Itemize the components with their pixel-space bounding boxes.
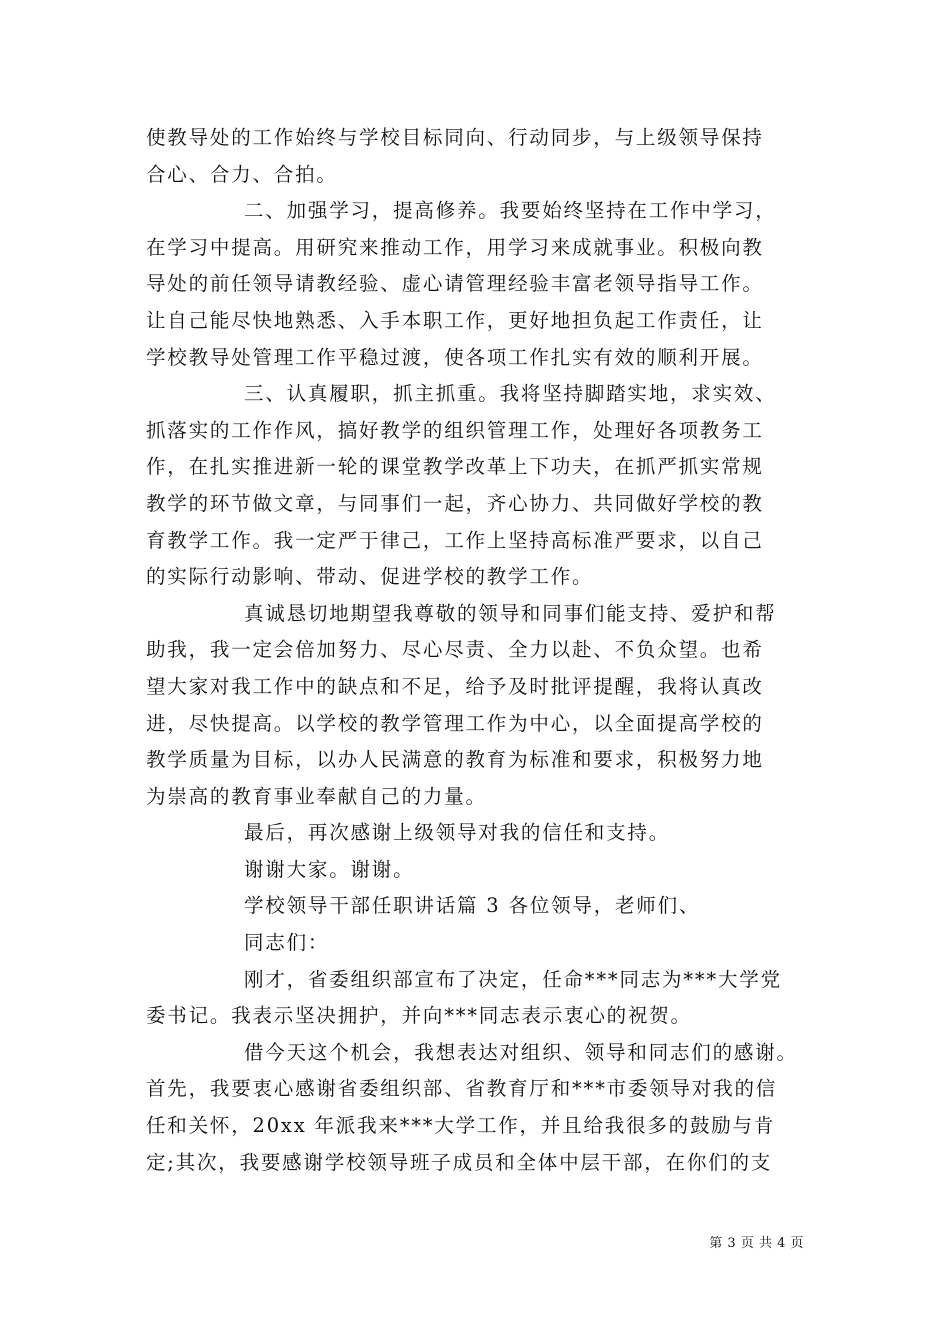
text-line: 刚才，省委组织部宣布了决定，任命***同志为***大学党 <box>244 967 782 991</box>
text-line: 三、认真履职，抓主抓重。我将坚持脚踏实地，求实效、 <box>244 382 777 406</box>
text-line: 任和关怀，20xx 年派我来***大学工作，并且给我很多的鼓励与肯 <box>146 1114 776 1138</box>
text-line: 助我，我一定会倍加努力、尽心尽责、全力以赴、不负众望。也希 <box>146 638 764 662</box>
text-line: 望大家对我工作中的缺点和不足，给予及时批评提醒，我将认真改 <box>146 674 764 698</box>
text-line: 在学习中提高。用研究来推动工作，用学习来成就事业。积极向教 <box>146 235 764 259</box>
text-line: 首先，我要衷心感谢省委组织部、省教育厅和***市委领导对我的信 <box>146 1077 778 1101</box>
text-line: 学校教导处管理工作平稳过渡，使各项工作扎实有效的顺利开展。 <box>146 345 764 369</box>
text-line: 的实际行动影响、带动、促进学校的教学工作。 <box>146 565 594 589</box>
text-line: 抓落实的工作作风，搞好教学的组织管理工作，处理好各项教务工 <box>146 418 764 442</box>
text-line: 同志们： <box>244 931 330 955</box>
text-line: 二、加强学习，提高修养。我要始终坚持在工作中学习， <box>244 199 777 223</box>
text-line: 学校领导干部任职讲话篇 3 各位领导，老师们、 <box>244 894 701 918</box>
text-line: 导处的前任领导请教经验、虚心请管理经验丰富老领导指导工作。 <box>146 272 764 296</box>
text-line: 作，在扎实推进新一轮的课堂教学改革上下功夫，在抓严抓实常规 <box>146 455 764 479</box>
text-line: 委书记。我表示坚决拥护，并向***同志表示衷心的祝贺。 <box>146 1004 692 1028</box>
text-line: 教学的环节做文章，与同事们一起，齐心协力、共同做好学校的教 <box>146 491 764 515</box>
text-line: 谢谢大家。谢谢。 <box>244 857 415 881</box>
text-line: 育教学工作。我一定严于律己，工作上坚持高标准严要求，以自己 <box>146 528 764 552</box>
text-line: 进，尽快提高。以学校的教学管理工作为中心，以全面提高学校的 <box>146 711 764 735</box>
text-line: 最后，再次感谢上级领导对我的信任和支持。 <box>244 821 671 845</box>
text-line: 让自己能尽快地熟悉、入手本职工作，更好地担负起工作责任，让 <box>146 308 764 332</box>
text-line: 教学质量为目标，以办人民满意的教育为标准和要求，积极努力地 <box>146 748 764 772</box>
text-line: 借今天这个机会，我想表达对组织、领导和同志们的感谢。 <box>244 1040 798 1064</box>
text-line: 为崇高的教育事业奉献自己的力量。 <box>146 784 487 808</box>
text-line: 合心、合力、合拍。 <box>146 162 338 186</box>
document-body <box>146 120 816 1181</box>
text-line: 定;其次，我要感谢学校领导班子成员和全体中层干部，在你们的支 <box>146 1150 773 1174</box>
text-line: 真诚恳切地期望我尊敬的领导和同事们能支持、爱护和帮 <box>244 601 777 625</box>
text-line: 使教导处的工作始终与学校目标同向、行动同步，与上级领导保持 <box>146 126 764 149</box>
page-footer: 第 3 页 共 4 页 <box>709 1236 804 1251</box>
